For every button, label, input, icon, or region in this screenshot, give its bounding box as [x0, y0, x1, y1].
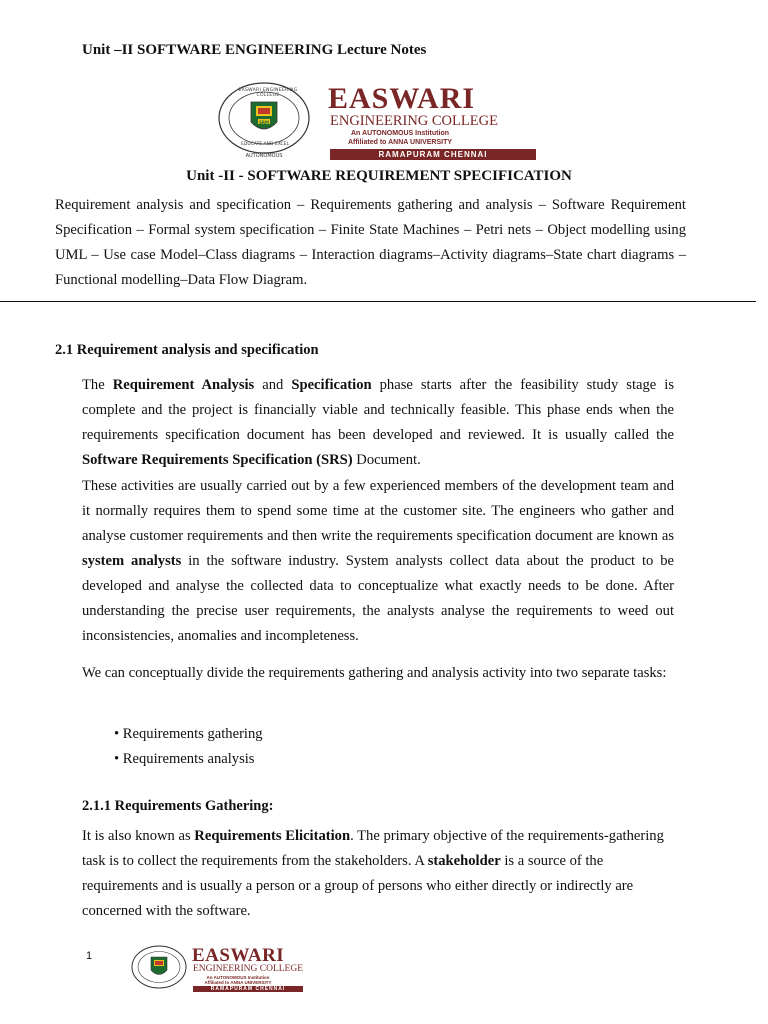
paragraph-two-tasks: We can conceptually divide the requirements gathering and analysis activity into two separate tasks: [82, 665, 667, 681]
text: It is also known as [82, 828, 195, 844]
text: These activities are usually carried out by a few experienced members of the development team and it normally requires them to spend some time at the customer site. The engineers who gather and analyse customer requirements and then write the requirements specification document are known as [82, 478, 674, 544]
section-divider [0, 301, 756, 302]
seal-caption: AUTONOMOUS [245, 153, 283, 159]
college-subtitle: ENGINEERING COLLEGE [330, 113, 498, 129]
list-item: • Requirements analysis [114, 751, 255, 767]
section-heading-2-1-1: 2.1.1 Requirements Gathering: [82, 798, 274, 814]
footer-college-line-autonomous: An AUTONOMOUS Institution [206, 975, 270, 980]
college-line-affiliation: Affiliated to ANNA UNIVERSITY [347, 139, 453, 146]
seal-top-text: EASWARI ENGINEERING COLLEGE [238, 88, 298, 98]
footer-college-line-affiliation: Affiliated to ANNA UNIVERSITY [204, 980, 272, 985]
footer-college-subtitle: ENGINEERING COLLEGE [193, 964, 303, 974]
seal-bottom-text: EDUCATE AND EXCEL [241, 142, 289, 147]
footer-college-name: EASWARI [192, 945, 285, 966]
text: in the software industry. System analysts collect data about the product to be developed and analyse the collected data to conceptualize what exactly needs to be done. After understanding the precise user requirements, the analysts analyse the requirements to weed out inconsistencies, anomalies and incompleteness. [82, 553, 675, 644]
paragraph-requirement-analysis [82, 373, 674, 473]
bold-term: stakeholder [427, 853, 501, 869]
college-line-autonomous: An AUTONOMOUS Institution [351, 130, 449, 137]
college-name: EASWARI [328, 82, 476, 115]
college-logo [218, 82, 540, 160]
page-number: 1 [86, 950, 93, 962]
paragraph-system-analysts [82, 474, 674, 649]
unit-heading: Unit -II - SOFTWARE REQUIREMENT SPECIFICATION [186, 168, 572, 184]
text: is a source of the requirements and is usually a person or a group of persons who either directly or indirectly are concerned with the software. [82, 853, 634, 919]
section-heading-2-1: 2.1 Requirement analysis and specification [55, 342, 319, 358]
task-list [114, 722, 263, 772]
bold-term: Specification [291, 377, 372, 393]
college-location-bar: RAMAPURAM CHENNAI [330, 149, 536, 160]
text: phase starts after the feasibility study stage is complete and the project is financially viable and technically feasible. This phase ends when the requirements specification document has been developed and reviewed. It is usually called the [82, 377, 674, 443]
seal-center-text: SRM [259, 120, 269, 125]
bold-term: Requirement Analysis [112, 377, 255, 393]
bold-term: system analysts [82, 553, 182, 569]
text: . The primary objective of the requirements-gathering task is to collect the requirements from the stakeholders. A [82, 828, 664, 869]
text: The [82, 377, 113, 393]
footer-college-location-bar: RAMAPURAM CHENNAI [193, 986, 303, 992]
text: and [254, 377, 292, 393]
paragraph-requirements-gathering [82, 824, 668, 924]
text: Document. [352, 452, 421, 468]
footer-college-logo [130, 944, 306, 990]
bold-term: Requirements Elicitation [194, 828, 351, 844]
bold-term: Software Requirements Specification (SRS) [82, 452, 353, 468]
document-header-title: Unit –II SOFTWARE ENGINEERING Lecture Notes [82, 42, 427, 58]
syllabus-paragraph: Requirement analysis and specification – Requirements gathering and analysis – Software Requirement Specification – Formal system specification – Finite State Machines – Petri nets – Object modelling using UML – Use case Model–Class diagrams – Interaction diagrams–Activity diagrams–State chart diagrams –Functional modelling–Data Flow Diagram. [55, 197, 686, 288]
footer-college-seal-icon [130, 944, 188, 990]
list-item: • Requirements gathering [114, 726, 263, 742]
